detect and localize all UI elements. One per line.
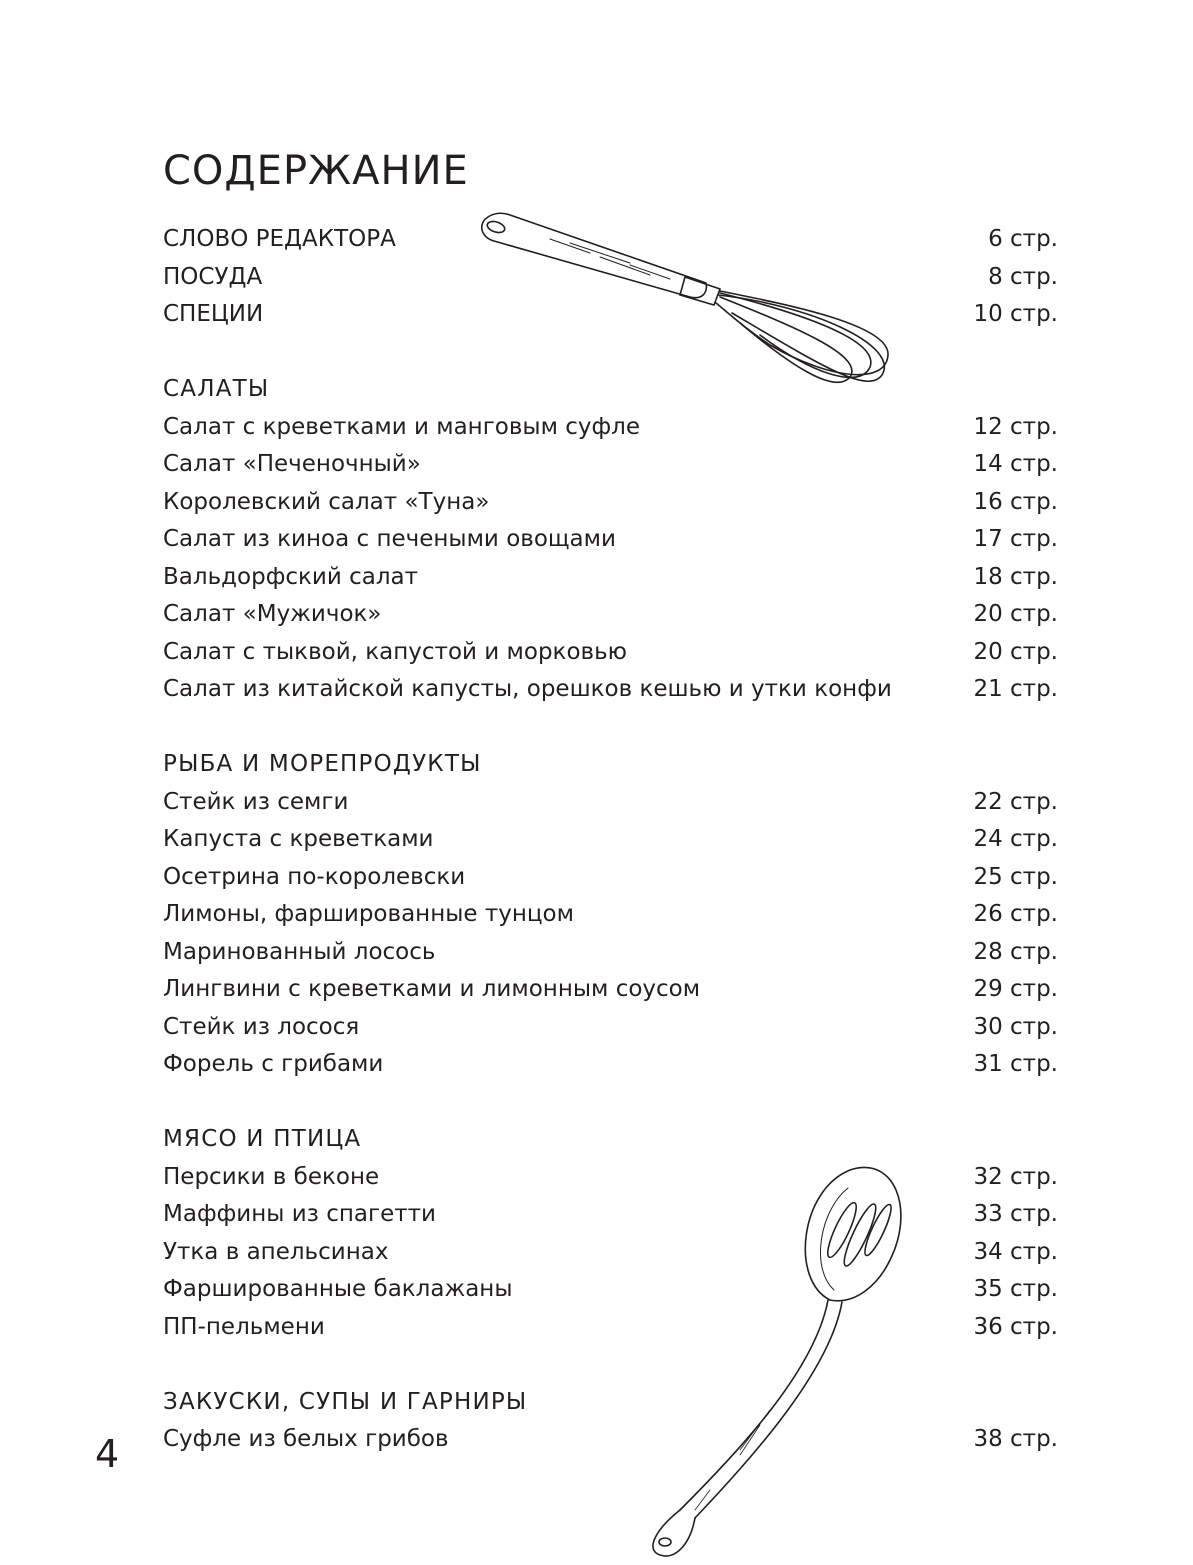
entry-title: СЛОВО РЕДАКТОРА bbox=[163, 226, 396, 252]
toc-entry[interactable] bbox=[163, 596, 1058, 634]
entry-page: 6 стр. bbox=[988, 226, 1058, 252]
entry-title: Салат с креветками и манговым суфле bbox=[163, 413, 641, 440]
toc-entry[interactable] bbox=[163, 784, 1058, 822]
toc-section bbox=[163, 221, 1058, 334]
entry-page: 20 стр. bbox=[973, 601, 1058, 627]
toc-section bbox=[163, 1384, 1058, 1459]
entry-page: 30 стр. bbox=[973, 1013, 1058, 1040]
entry-title: Маринованный лосось bbox=[163, 938, 436, 965]
toc-entry[interactable] bbox=[163, 446, 1058, 484]
entry-title: Вальдорфский салат bbox=[163, 563, 419, 590]
entry-title: Салат с тыквой, капустой и морковью bbox=[163, 638, 627, 665]
toc-entry[interactable] bbox=[163, 1234, 1058, 1272]
entry-title: ПОСУДА bbox=[163, 263, 263, 290]
entry-page: 16 стр. bbox=[973, 488, 1058, 515]
entry-page: 32 стр. bbox=[973, 1163, 1058, 1190]
section-heading: САЛАТЫ bbox=[163, 376, 270, 402]
entry-page: 25 стр. bbox=[973, 863, 1058, 890]
toc-entry[interactable] bbox=[163, 409, 1058, 447]
entry-title: Салат «Печеночный» bbox=[163, 451, 421, 477]
entry-page: 33 стр. bbox=[973, 1201, 1058, 1227]
toc-entry[interactable] bbox=[163, 971, 1058, 1009]
entry-title: Персики в беконе bbox=[163, 1163, 380, 1190]
entry-title: СПЕЦИИ bbox=[163, 301, 264, 327]
page-number: 4 bbox=[95, 1432, 120, 1476]
entry-page: 21 стр. bbox=[973, 676, 1058, 702]
toc-entry[interactable] bbox=[163, 1009, 1058, 1047]
entry-title: Форель с грибами bbox=[163, 1051, 384, 1077]
entry-page: 8 стр. bbox=[988, 263, 1058, 290]
toc-entry[interactable] bbox=[163, 1309, 1058, 1347]
toc-section bbox=[163, 371, 1058, 709]
entry-title: Стейк из лосося bbox=[163, 1013, 360, 1040]
entry-page: 26 стр. bbox=[973, 901, 1058, 927]
toc-entry[interactable] bbox=[163, 1159, 1058, 1197]
entry-title: ПП-пельмени bbox=[163, 1313, 325, 1340]
entry-page: 14 стр. bbox=[973, 451, 1058, 477]
toc-entry[interactable] bbox=[163, 896, 1058, 934]
entry-page: 12 стр. bbox=[973, 413, 1058, 440]
entry-title: Салат «Мужичок» bbox=[163, 601, 382, 627]
entry-page: 18 стр. bbox=[973, 563, 1058, 590]
toc-entry[interactable] bbox=[163, 859, 1058, 897]
entry-title: Утка в апельсинах bbox=[163, 1238, 389, 1265]
entry-title: Маффины из спагетти bbox=[163, 1201, 436, 1227]
entry-page: 31 стр. bbox=[973, 1051, 1058, 1077]
toc-entry[interactable] bbox=[163, 634, 1058, 672]
toc-entry[interactable] bbox=[163, 1421, 1058, 1459]
entry-title: Осетрина по-королевски bbox=[163, 863, 466, 890]
entry-page: 35 стр. bbox=[973, 1276, 1058, 1302]
entry-title: Лимоны, фаршированные тунцом bbox=[163, 901, 574, 927]
entry-page: 36 стр. bbox=[973, 1313, 1058, 1340]
section-heading: ЗАКУСКИ, СУПЫ И ГАРНИРЫ bbox=[163, 1388, 528, 1415]
table-of-contents bbox=[163, 221, 1058, 1496]
toc-entry[interactable] bbox=[163, 1196, 1058, 1234]
toc-entry[interactable] bbox=[163, 484, 1058, 522]
toc-section bbox=[163, 1121, 1058, 1346]
toc-entry[interactable] bbox=[163, 521, 1058, 559]
entry-title: Королевский салат «Туна» bbox=[163, 488, 490, 515]
page-title: СОДЕРЖАНИЕ bbox=[163, 148, 469, 194]
entry-title: Лингвини с креветками и лимонным соусом bbox=[163, 976, 701, 1002]
toc-entry[interactable] bbox=[163, 821, 1058, 859]
toc-entry[interactable] bbox=[163, 221, 1058, 259]
entry-page: 28 стр. bbox=[973, 938, 1058, 965]
entry-page: 38 стр. bbox=[973, 1426, 1058, 1452]
entry-title: Суфле из белых грибов bbox=[163, 1426, 449, 1452]
entry-page: 20 стр. bbox=[973, 638, 1058, 665]
entry-page: 24 стр. bbox=[973, 826, 1058, 852]
toc-entry[interactable] bbox=[163, 1046, 1058, 1084]
entry-page: 22 стр. bbox=[973, 788, 1058, 815]
toc-entry[interactable] bbox=[163, 259, 1058, 297]
toc-entry[interactable] bbox=[163, 934, 1058, 972]
entry-page: 10 стр. bbox=[973, 301, 1058, 327]
toc-entry[interactable] bbox=[163, 671, 1058, 709]
entry-title: Капуста с креветками bbox=[163, 826, 434, 852]
entry-page: 29 стр. bbox=[973, 976, 1058, 1002]
section-heading: РЫБА И МОРЕПРОДУКТЫ bbox=[163, 751, 482, 777]
entry-page: 34 стр. bbox=[973, 1238, 1058, 1265]
section-heading: МЯСО И ПТИЦА bbox=[163, 1126, 362, 1152]
toc-entry[interactable] bbox=[163, 559, 1058, 597]
toc-section bbox=[163, 746, 1058, 1084]
entry-page: 17 стр. bbox=[973, 526, 1058, 552]
toc-entry[interactable] bbox=[163, 296, 1058, 334]
toc-entry[interactable] bbox=[163, 1271, 1058, 1309]
entry-title: Салат из киноа с печеными овощами bbox=[163, 526, 616, 552]
entry-title: Салат из китайской капусты, орешков кешью и утки конфи bbox=[163, 676, 892, 702]
entry-title: Фаршированные баклажаны bbox=[163, 1276, 513, 1302]
entry-title: Стейк из семги bbox=[163, 788, 349, 815]
